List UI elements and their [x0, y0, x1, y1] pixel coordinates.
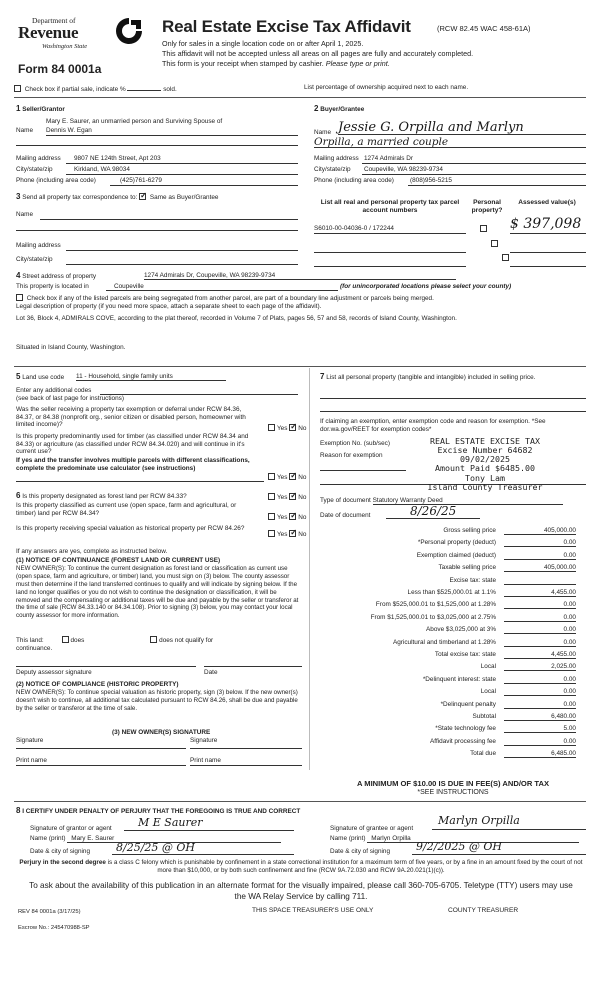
deputy-date-label: Date [204, 669, 218, 676]
additional-codes-label: Enter any additional codes [16, 387, 92, 394]
owner-print-line-1[interactable] [16, 765, 186, 766]
seller-mail-value: 9807 NE 124th Street, Apt 203 [74, 155, 161, 162]
seller-mail-field[interactable] [66, 155, 298, 164]
seller-name-field[interactable] [46, 127, 298, 136]
personal-property-section-number: 7 [320, 372, 325, 381]
land-use-field[interactable] [76, 373, 226, 381]
financial-value[interactable]: 5.00 [504, 725, 576, 733]
buyer-mail-field[interactable] [362, 155, 586, 164]
grantor-sig-value: M E Saurer [138, 816, 203, 829]
personal-property-checkbox-2[interactable] [491, 240, 498, 247]
perjury-text: is a class C felony which is punishable by confinement in a state correctional institution for a maximum term of five years, or by a fine in an amount fixed by the court of not more than $10,000, or by both such confinement and fine (RCW 9A.72.030 and RCW 9A.20.021(1)(c)). [107, 859, 583, 875]
owner-signature-line-1[interactable] [16, 748, 186, 749]
additional-codes-note: (see back of last page for instructions) [16, 395, 124, 402]
forest-q1-yes-label: Yes [277, 494, 288, 501]
partial-sale-sold: sold. [163, 86, 177, 93]
stamp-line1: REAL ESTATE EXCISE TAX [430, 436, 540, 446]
property-street-row [16, 271, 586, 281]
financial-row [322, 626, 584, 636]
financial-value[interactable]: 6,485.00 [504, 750, 576, 758]
grantee-name-value: Marlyn Orpilla [371, 835, 411, 842]
financial-value[interactable]: 4,455.00 [504, 651, 576, 659]
seller-name-prefix: Mary E. Saurer, an unmarried person and Surviving Spouse of [46, 118, 223, 125]
land-q1-no-checkbox[interactable] [289, 424, 296, 431]
partial-sale-checkbox[interactable] [14, 85, 21, 92]
deputy-signature-label: Deputy assessor signature [16, 669, 92, 676]
stamp-line5: Tony Lam [465, 472, 505, 483]
ownership-note: List percentage of ownership acquired next to each name. [304, 84, 469, 91]
financial-value[interactable]: 405,000.00 [504, 527, 576, 535]
assessed-value-text: $ 397,098 [510, 216, 582, 232]
form-title: Real Estate Excise Tax Affidavit [162, 17, 411, 36]
property-located-field[interactable] [106, 283, 338, 291]
financial-row [322, 701, 584, 711]
forest-q2: Is this property classified as current use (open space, farm and agricultural, or timber) land per RCW 84.34? [16, 502, 237, 517]
deputy-date-line[interactable] [204, 666, 302, 667]
top-divider [14, 97, 586, 98]
certify-section-number: 8 [16, 806, 21, 815]
financial-label: Less than $525,000.01 at 1.1% [407, 589, 496, 596]
segregated-text: Check box if any of the listed parcels are being segregated from another parcel, are part of a boundary line adjustment or parcels being merged. [26, 295, 434, 302]
forest-q3: Is this property receiving special valuation as historical property per RCW 84.26? [16, 525, 245, 532]
notice2-title: (2) NOTICE OF COMPLIANCE (HISTORIC PROPERTY) [16, 681, 179, 688]
grantee-signature[interactable] [432, 814, 586, 830]
grantor-signature[interactable] [124, 816, 294, 831]
land-q2-no-checkbox[interactable] [289, 473, 296, 480]
minimum-line2: *SEE INSTRUCTIONS [417, 789, 489, 796]
correspondence-section-number: 3 [16, 192, 21, 201]
section-divider-5 [14, 366, 586, 367]
financial-value[interactable]: 0.00 [504, 701, 576, 709]
doc-type-value: Statutory Warranty Deed [372, 497, 443, 504]
seller-section-number: 1 [16, 104, 21, 113]
financial-row [322, 552, 584, 562]
personal-property-label: List all personal property (tangible and intangible) included in selling price. [326, 374, 536, 381]
stamp-line6: Island County Treasurer [427, 481, 543, 492]
notice1-text: NEW OWNER(S): To continue the current designation as forest land or classification as current use (open space, farm and agriculture, or timber) land, you must sign on (3) below. The county assessor must then determine if the land transferred continues to qualify and will indicate by signing below. If the land no longer qualifies or you do not wish to continue the designation or classification, it will be removed and the compensating or additional taxes will be due and payable by the seller or transferor at the time of sale (RCW 84.33.140 or 84.34.108). Prior to signing (3) below, you may contact your local county assessor for more information. [16, 565, 299, 620]
personal-property-checkbox-3[interactable] [502, 254, 509, 261]
buyer-phone-field[interactable] [408, 177, 586, 186]
financial-label: Excise tax: state [449, 576, 496, 584]
financial-label: *Delinquent penalty [440, 700, 496, 708]
buyer-name-line2: Orpilla, a married couple [314, 136, 449, 148]
financial-value[interactable]: 6,480.00 [504, 713, 576, 721]
corr-name-label: Name [16, 211, 34, 218]
forest-q3-yes-checkbox[interactable] [268, 530, 275, 537]
buyer-section-title [314, 104, 364, 114]
financial-row [322, 725, 584, 735]
land-use-value: 11 - Household, single family units [76, 373, 173, 380]
land-q1-answers [268, 424, 306, 433]
escrow-label: Escrow No.: [18, 925, 50, 931]
escrow-value: 245470988-SP [50, 925, 90, 931]
parcel-header-list: List all real and personal property tax parcel account numbers [320, 199, 460, 214]
grantor-date-value: 8/25/25 @ OH [116, 841, 196, 854]
land-q2a: Is this property predominantly used for timber (as classified under RCW 84.34 and 84.33) or agriculture (as classified under RCW 84.34.020) and will continue in it's current use? [16, 433, 249, 456]
doc-date-value: 8/26/25 [410, 504, 457, 518]
buyer-city-field[interactable] [362, 166, 586, 175]
financial-row [322, 539, 584, 549]
doc-date-label: Date of document [320, 512, 371, 519]
treasurer-only-label: THIS SPACE TREASURER'S USE ONLY [252, 907, 374, 914]
dept-line1: Department of [32, 16, 76, 25]
financial-label: Above $3,025,000 at 3% [426, 626, 496, 634]
buyer-title: Buyer/Grantee [320, 106, 365, 113]
partial-sale-row [14, 84, 586, 94]
escrow-row [18, 925, 90, 932]
financial-label: Subtotal [472, 713, 496, 720]
notice2-text: NEW OWNER(S): To continue special valuation as historic property, sign (3) below. If the new owner(s) doesn't wish to continue, all additional tax calculated pursuant to RCW 84.26, shall be due and payable by the seller or transferor at the time of sale. [16, 689, 298, 712]
grantee-date-field[interactable] [412, 840, 586, 855]
financial-value[interactable]: 4,455.00 [504, 589, 576, 597]
property-located-value: Coupeville [114, 283, 144, 290]
land-q1-yes-label: Yes [277, 425, 288, 432]
land-q2-no-label: No [298, 474, 307, 481]
partial-sale-text: Check box if partial sale, indicate % [24, 86, 126, 93]
this-land-label: This land: [16, 637, 44, 644]
financial-row [322, 713, 584, 723]
financial-label: Gross selling price [443, 527, 496, 534]
seller-phone-field[interactable] [110, 177, 298, 186]
seller-section-title [16, 104, 65, 114]
correspondence-row [16, 192, 218, 202]
rev-label: REV 84 0001a (3/17/25) [18, 909, 81, 915]
forest-q1-text: Is this property designated as forest land per RCW 84.33? [22, 493, 187, 500]
forest-q2-answers [268, 513, 306, 522]
financial-value[interactable]: 0.00 [504, 688, 576, 696]
financial-value[interactable]: 0.00 [504, 552, 576, 560]
land-q1: Was the seller receiving a property tax exemption or deferral under RCW 84.36, 84.37, or 84.38 (nonprofit org., senior citizen or disabled person, homeowner with limited income)? [16, 406, 246, 429]
forest-q2-no-label: No [298, 514, 307, 521]
notice1-title: (1) NOTICE OF CONTINUANCE (FOREST LAND OR CURRENT USE) [16, 557, 221, 564]
seller-mail-label: Mailing address [16, 155, 61, 162]
land-q2-answers [268, 473, 306, 482]
property-street-field[interactable] [144, 272, 456, 280]
financial-value[interactable]: 0.00 [504, 614, 576, 622]
stamp-line4: Amount Paid $6485.00 [435, 463, 535, 474]
grantee-date-value: 9/2/2025 @ OH [416, 840, 503, 853]
corr-city-label: City/state/zip [16, 256, 53, 263]
exemption-line-1[interactable] [320, 470, 406, 471]
owner-signature-label-2: Signature [190, 737, 218, 744]
assessed-value-3[interactable] [510, 258, 586, 267]
corr-mail-field[interactable] [66, 242, 298, 251]
parcel-number-value: S6010-00-04036-0 / 172244 [314, 225, 394, 232]
land-use-label: Land use code [22, 374, 65, 381]
parcel-row-3[interactable] [314, 258, 466, 267]
buyer-name-line1: Jessie G. Orpilla and Marlyn [338, 120, 524, 135]
property-located-label: This property is located in [16, 283, 89, 290]
notice3-title: (3) NEW OWNER(S) SIGNATURE [112, 729, 211, 736]
buyer-phone-value: (808)956-5215 [410, 177, 452, 184]
personal-property-line-2[interactable] [320, 411, 586, 412]
forest-section-number: 6 [16, 491, 21, 500]
financial-label: Local [480, 688, 496, 696]
financial-label: Total due [470, 750, 496, 758]
property-located-note: (for unincorporated locations please select your county) [340, 283, 512, 290]
deputy-signature-line[interactable] [16, 666, 196, 667]
owner-signature-line-2[interactable] [190, 748, 302, 749]
buyer-section-number: 2 [314, 104, 319, 113]
financial-label: Local [480, 663, 496, 671]
same-as-buyer-label: Same as Buyer/Grantee [149, 194, 219, 201]
financial-label: *Personal property (deduct) [417, 539, 496, 547]
grantee-name-label: Name (print) [330, 835, 366, 842]
certify-title [16, 806, 300, 816]
grantor-sig-label: Signature of grantor or agent [30, 825, 112, 832]
land-use-section-number: 5 [16, 372, 21, 381]
minimum-line1: A MINIMUM OF $10.00 IS DUE IN FEE(S) AND/OR TAX [356, 779, 550, 788]
corr-city-field[interactable] [66, 256, 298, 265]
forest-q2-yes-label: Yes [277, 514, 288, 521]
financial-row [322, 663, 584, 673]
land-q2-underline [16, 481, 264, 482]
grantor-name-value: Mary E. Saurer [71, 835, 115, 842]
financial-label: *State technology fee [435, 725, 496, 733]
certify-text: I CERTIFY UNDER PENALTY OF PERJURY THAT THE FOREGOING IS TRUE AND CORRECT [22, 808, 301, 815]
land-use-row [16, 372, 301, 382]
financial-value[interactable]: 0.00 [504, 601, 576, 609]
partial-sale-percent-field[interactable] [127, 84, 161, 91]
rcw-reference: (RCW 82.45 WAC 458-61A) [437, 24, 531, 33]
financial-label: From $525,000.01 to $1,525,000 at 1.28% [375, 601, 496, 609]
financial-value[interactable]: 0.00 [504, 639, 576, 647]
form-number: Form 84 0001a [18, 62, 102, 76]
segregated-row [16, 294, 586, 303]
additional-codes-field[interactable] [100, 388, 298, 395]
does-not-qualify-checkbox[interactable] [150, 636, 157, 643]
property-street-value: 1274 Admirals Dr, Coupeville, WA 98239-9734 [144, 272, 276, 279]
forest-q1-no-label: No [298, 494, 307, 501]
personal-property-line-1[interactable] [320, 398, 586, 399]
grantor-date-field[interactable] [112, 841, 294, 855]
seller-name-label: Name [16, 127, 34, 134]
continuance-label: continuance. [16, 645, 53, 652]
perjury-bold: Perjury in the second degree [19, 859, 106, 866]
seller-name-value: Dennis W. Egan [46, 127, 92, 134]
financial-label: *Delinquent interest: state [422, 675, 496, 683]
accessibility-notice: To ask about the availability of this publication in an alternate format for the visually impaired, please call 360-705-6705. Teletype (TTY) users may use the WA Relay Service by calling 711. [29, 881, 573, 901]
parcel-header-personal: Personal property? [471, 199, 503, 214]
forest-q3-no-label: No [298, 531, 307, 538]
subtitle-3b: Please type or print. [325, 59, 390, 68]
forest-q3-no-checkbox[interactable] [289, 530, 296, 537]
buyer-mail-label: Mailing address [314, 155, 359, 162]
forest-q3-yes-label: Yes [277, 531, 288, 538]
this-land-row [16, 636, 302, 645]
perjury-notice [14, 859, 588, 875]
grantor-date-label: Date & city of signing [30, 848, 91, 855]
seller-name-line2 [16, 145, 298, 146]
financial-value[interactable]: 0.00 [504, 539, 576, 547]
buyer-name-field[interactable] [338, 120, 586, 135]
financial-label: Taxable selling price [438, 564, 496, 572]
land-q2-yes-checkbox[interactable] [268, 473, 275, 480]
exemption-intro: If claiming an exemption, enter exemption code and reason for exemption. *See dor.wa.gov/REET for exemption codes* [320, 418, 546, 433]
financial-row [322, 564, 584, 574]
forest-q1-yes-checkbox[interactable] [268, 493, 275, 500]
subtitle-3a: This form is your receipt when stamped by cashier. [162, 59, 324, 68]
financial-row [322, 750, 584, 760]
personal-property-text [320, 372, 586, 382]
financial-row [322, 601, 584, 611]
land-q2-yes-label: Yes [277, 474, 288, 481]
financial-label: Agricultural and timberland at 1.28% [392, 638, 496, 646]
corr-name-field[interactable] [40, 211, 298, 220]
dept-line3: Washington State [42, 43, 88, 50]
financial-value[interactable] [504, 577, 576, 585]
corr-mail-label: Mailing address [16, 242, 61, 249]
correspondence-text: Send all property tax correspondence to: [22, 194, 138, 201]
doc-date-field[interactable] [386, 504, 480, 519]
dor-logo [18, 16, 146, 54]
financial-row [322, 527, 584, 537]
financial-value[interactable]: 0.00 [504, 738, 576, 746]
financial-row [322, 577, 584, 587]
forest-q1 [16, 491, 187, 501]
vertical-divider [309, 368, 310, 770]
financial-value[interactable]: 0.00 [504, 626, 576, 634]
stamp-line3: 09/02/2025 [460, 454, 510, 465]
does-qualify-checkbox[interactable] [62, 636, 69, 643]
financial-row [322, 651, 584, 661]
buyer-phone-label: Phone (including area code) [314, 177, 394, 184]
financial-row [322, 676, 584, 686]
forest-q2-no-checkbox[interactable] [289, 513, 296, 520]
section-divider-8 [14, 801, 586, 802]
segregated-checkbox[interactable] [16, 294, 23, 301]
seller-city-value: Kirkland, WA 98034 [74, 166, 130, 173]
financial-value[interactable]: 0.00 [504, 676, 576, 684]
dor-emblem-icon [114, 16, 144, 46]
subtitle-1: Only for sales in a single location code on or after April 1, 2025. [162, 39, 364, 48]
buyer-city-label: City/state/zip [314, 166, 351, 173]
financial-row [322, 688, 584, 698]
financial-value[interactable]: 405,000.00 [504, 564, 576, 572]
grantee-sig-value: Marlyn Orpilla [438, 814, 520, 827]
financial-row [322, 639, 584, 649]
grantee-date-label: Date & city of signing [330, 848, 391, 855]
parcel-header-assessed: Assessed value(s) [518, 199, 576, 206]
forest-q1-answers [268, 493, 306, 502]
land-q1-no-label: No [298, 425, 307, 432]
dept-line2: Revenue [18, 23, 79, 42]
treasurer-stamp [410, 437, 560, 492]
does-label: does [70, 637, 85, 644]
owner-signature-label-1: Signature [16, 737, 44, 744]
property-section-number: 4 [16, 271, 21, 280]
financial-row [322, 738, 584, 748]
forest-intro: If any answers are yes, complete as instructed below. [16, 548, 168, 555]
owner-print-line-2[interactable] [190, 765, 302, 766]
financial-label: Total excise tax: state [434, 651, 496, 658]
assessed-value-2[interactable] [510, 244, 586, 253]
financial-label: From $1,525,000.01 to $3,025,000 at 2.75% [370, 613, 496, 621]
financial-value[interactable]: 2,025.00 [504, 663, 576, 671]
assessed-value-1[interactable] [510, 216, 586, 234]
legal-description-value-2: Situated in Island County, Washington. [16, 344, 126, 351]
buyer-name-field-2[interactable] [314, 136, 586, 148]
personal-property-checkbox-1[interactable] [480, 225, 487, 232]
legal-description-value: Lot 36, Block 4, ADMIRALS COVE, according to the plat thereof, recorded in Volume 7 of Plats, pages 56, 57 and 58, records of Island County, Washington. [16, 315, 457, 322]
grantee-sig-label: Signature of grantee or agent [330, 825, 414, 832]
parcel-row-2[interactable] [314, 244, 466, 253]
exemption-label: Exemption No. (sub/sec) [320, 440, 390, 447]
stamp-line2: Excise Number 64682 [437, 445, 533, 456]
forest-q1-no-checkbox[interactable] [289, 493, 296, 500]
reason-label: Reason for exemption [320, 452, 383, 459]
corr-name-line2 [16, 230, 298, 231]
subtitle-3 [162, 60, 390, 69]
financial-label: Exemption claimed (deduct) [416, 551, 496, 559]
owner-print-label-1: Print name [16, 757, 47, 764]
same-as-buyer-checkbox[interactable] [139, 193, 146, 200]
property-street-label: Street address of property [22, 273, 97, 280]
land-q1-yes-checkbox[interactable] [268, 424, 275, 431]
legal-description-label: Legal description of property (if you need more space, attach a separate sheet to each page of the affidavit). [16, 303, 322, 310]
seller-city-label: City/state/zip [16, 166, 53, 173]
seller-phone-value: (425)761-6279 [120, 177, 162, 184]
doc-type-label: Type of document [320, 497, 371, 504]
forest-q2-yes-checkbox[interactable] [268, 513, 275, 520]
buyer-name-label: Name [314, 129, 332, 136]
buyer-mail-value: 1274 Admirals Dr [364, 155, 414, 162]
county-treasurer-label: COUNTY TREASURER [448, 907, 519, 914]
seller-phone-label: Phone (including area code) [16, 177, 96, 184]
does-not-label: does not qualify for [159, 637, 214, 644]
financial-row [322, 614, 584, 624]
owner-print-label-2: Print name [190, 757, 221, 764]
seller-city-field[interactable] [66, 166, 298, 175]
financial-label: Affidavit processing fee [430, 737, 496, 745]
parcel-row-1[interactable] [314, 225, 466, 234]
buyer-city-value: Coupeville, WA 98239-9734 [364, 166, 443, 173]
financial-row [322, 589, 584, 599]
forest-q3-answers [268, 530, 306, 539]
subtitle-2: This affidavit will not be accepted unless all areas on all pages are fully and accurately completed. [162, 49, 474, 58]
land-q2b: If yes and the transfer involves multiple parcels with different classifications, complete the predominate use calculator (see instructions) [16, 457, 250, 472]
seller-title: Seller/Grantor [22, 106, 65, 113]
grantor-name-label: Name (print) [30, 835, 66, 842]
